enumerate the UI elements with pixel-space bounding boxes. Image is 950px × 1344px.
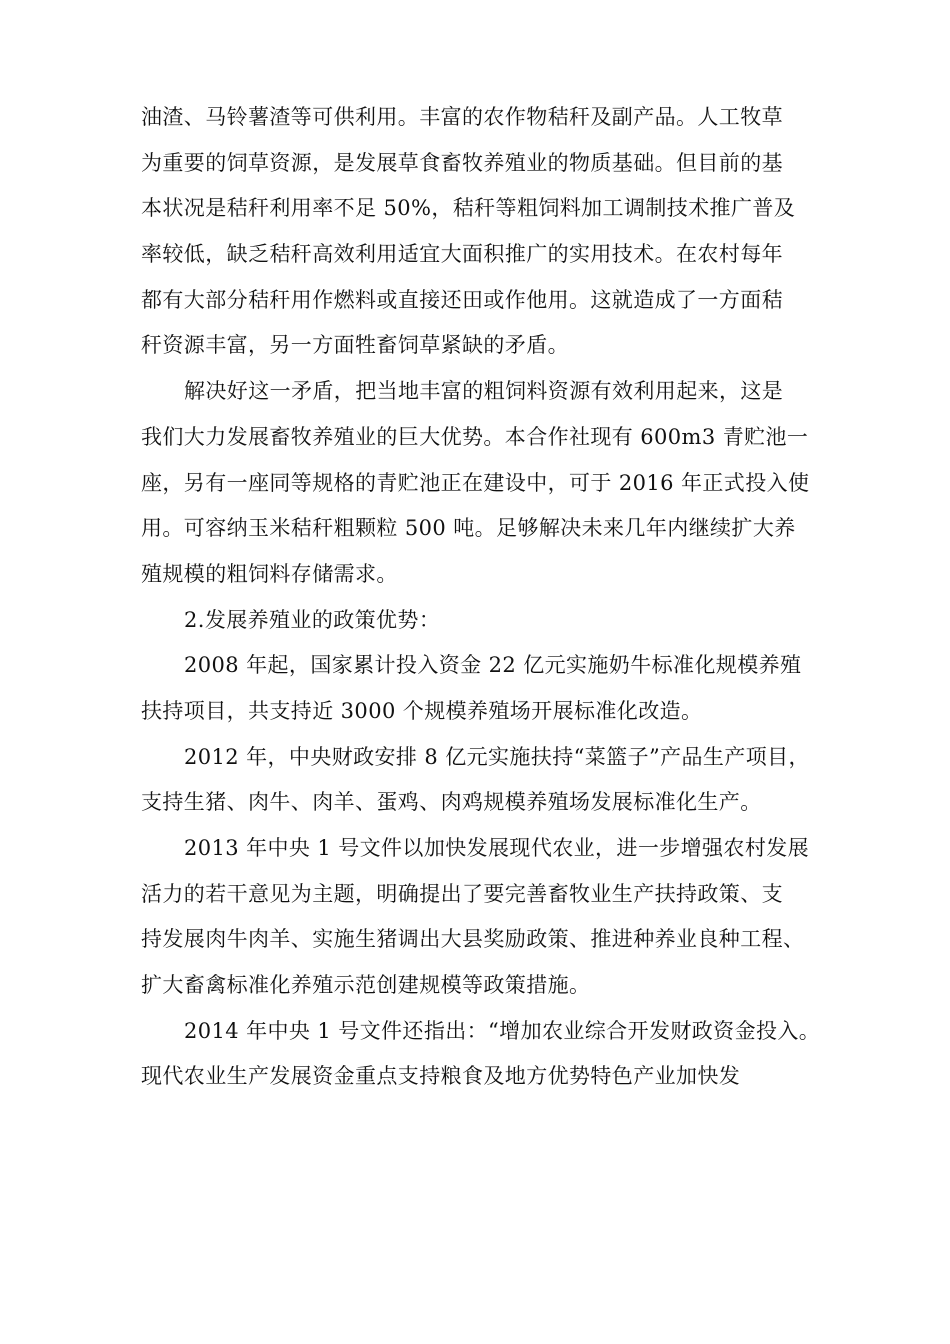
text-line: 2008 年起，国家累计投入资金 22 亿元实施奶牛标准化规模养殖 xyxy=(184,653,802,678)
text-line: 2014 年中央 1 号文件还指出：“增加农业综合开发财政资金投入。 xyxy=(184,1018,821,1043)
text-line: 现代农业生产发展资金重点支持粮食及地方优势特色产业加快发 xyxy=(141,1064,741,1089)
text-line: 为重要的饲草资源，是发展草食畜牧养殖业的物质基础。但目前的基 xyxy=(141,150,783,175)
text-line: 扩大畜禽标准化养殖示范创建规模等政策措施。 xyxy=(141,973,591,998)
section-heading-policy-advantages xyxy=(141,598,831,644)
paragraph-2013-policy xyxy=(141,826,831,1009)
text-line: 2013 年中央 1 号文件以加快发展现代农业，进一步增强农村发展 xyxy=(184,836,810,860)
text-line: 支持生猪、肉牛、肉羊、蛋鸡、肉鸡规模养殖场发展标准化生产。 xyxy=(141,790,762,815)
text-line: 座，另有一座同等规格的青贮池正在建设中，可于 2016 年正式投入使 xyxy=(141,470,810,495)
text-line: 我们大力发展畜牧养殖业的巨大优势。本合作社现有 600m3 青贮池一 xyxy=(141,424,809,449)
text-line: 用。可容纳玉米秸秆粗颗粒 500 吨。足够解决未来几年内继续扩大养 xyxy=(141,516,796,541)
paragraph-2012-policy xyxy=(141,735,831,826)
text-line: 2012 年，中央财政安排 8 亿元实施扶持“菜篮子”产品生产项目， xyxy=(184,744,810,769)
text-line: 油渣、马铃薯渣等可供利用。丰富的农作物秸秆及副产品。人工牧草 xyxy=(141,105,783,129)
paragraph-2008-policy xyxy=(141,643,831,734)
document-page xyxy=(141,95,831,1100)
text-line: 活力的若干意见为主题，明确提出了要完善畜牧业生产扶持政策、支 xyxy=(141,881,783,906)
text-line: 扶持项目，共支持近 3000 个规模养殖场开展标准化改造。 xyxy=(141,698,703,723)
text-line: 率较低，缺乏秸秆高效利用适宜大面积推广的实用技术。在农村每年 xyxy=(141,242,783,267)
section-heading: 2.发展养殖业的政策优势： xyxy=(184,607,441,632)
paragraph-2014-policy xyxy=(141,1009,831,1100)
text-line: 解决好这一矛盾，把当地丰富的粗饲料资源有效利用起来，这是 xyxy=(184,379,784,404)
paragraph-straw-resources xyxy=(141,95,831,369)
text-line: 秆资源丰富，另一方面牲畜饲草紧缺的矛盾。 xyxy=(141,333,569,358)
text-line: 殖规模的粗饲料存储需求。 xyxy=(141,561,398,586)
text-line: 都有大部分秸秆用作燃料或直接还田或作他用。这就造成了一方面秸 xyxy=(141,287,783,312)
text-line: 持发展肉牛肉羊、实施生猪调出大县奖励政策、推进种养业良种工程、 xyxy=(141,927,805,952)
text-line: 本状况是秸秆利用率不足 50%，秸秆等粗饲料加工调制技术推广普及 xyxy=(141,196,796,221)
paragraph-silage-pool xyxy=(141,369,831,597)
